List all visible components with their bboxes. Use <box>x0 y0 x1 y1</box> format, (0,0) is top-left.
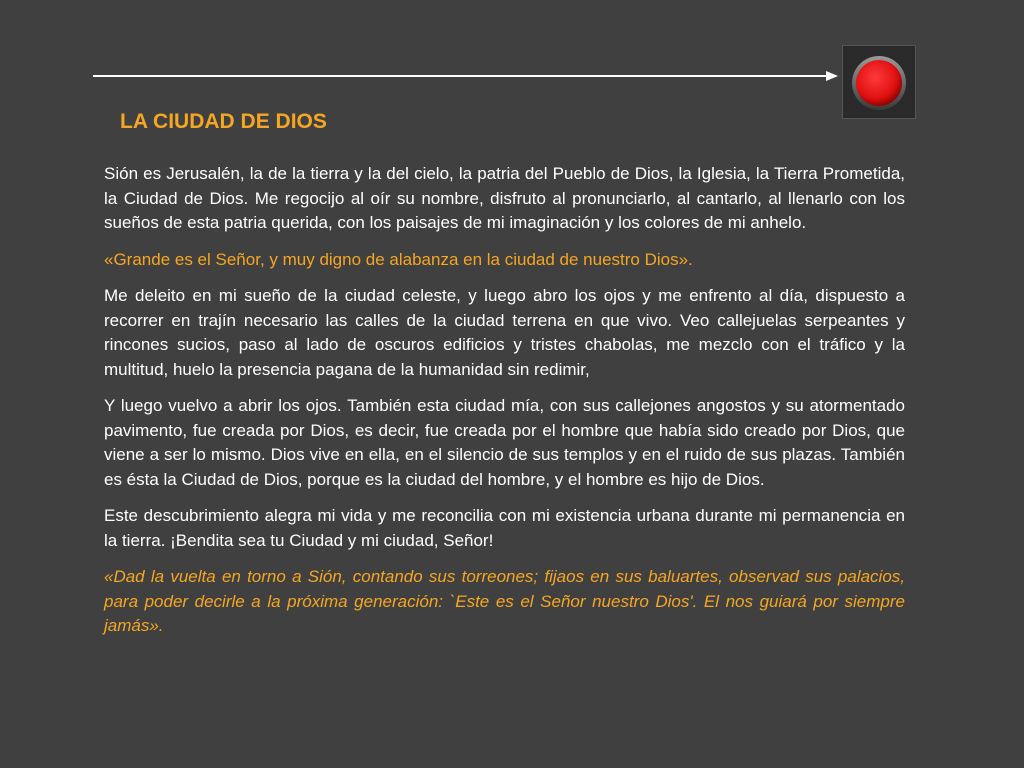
paragraph-earthly-city: Me deleito en mi sueño de la ciudad celeste, y luego abro los ojos y me enfrento al día, dispuesto a recorrer en trajín necesario las calles de la ciudad terrena en que vivo. Veo callejuelas serpeantes y rincones sucios, paso al lado de oscuros edificios y tristes chabolas, me mezclo con el tráfico y la multitud, huelo la presencia pagana de la humanidad sin redimir, <box>104 286 905 379</box>
red-circle-button-icon <box>843 46 915 118</box>
page-title: LA CIUDAD DE DIOS <box>120 110 327 133</box>
arrow-right-icon <box>93 69 838 83</box>
paragraph-city-of-god: Y luego vuelvo a abrir los ojos. También esta ciudad mía, con sus callejones angostos y su atormentado pavimento, fue creada por Dios, es decir, fue creada por el hombre que había sido creado por Dios, que viene a ser lo mismo. Dios vive en ella, en el silencio de sus templos y en el ruido de sus plazas. También es ésta la Ciudad de Dios, porque es la ciudad del hombre, y el hombre es hijo de Dios. <box>104 396 905 489</box>
article-body <box>104 162 905 651</box>
paragraph-discovery: Este descubrimiento alegra mi vida y me reconcilia con mi existencia urbana durante mi permanencia en la tierra. ¡Bendita sea tu Ciudad y mi ciudad, Señor! <box>104 506 905 550</box>
red-circle-button[interactable] <box>842 45 916 119</box>
quote-psalm-sion: «Dad la vuelta en torno a Sión, contando sus torreones; fijaos en sus baluartes, observad sus palacios, para poder decirle a la próxima generación: `Este es el Señor nuestro Dios'. El nos guiará por siempre jamás». <box>104 567 905 635</box>
quote-psalm-greatness: «Grande es el Señor, y muy digno de alabanza en la ciudad de nuestro Dios». <box>104 249 693 269</box>
paragraph-intro: Sión es Jerusalén, la de la tierra y la del cielo, la patria del Pueblo de Dios, la Iglesia, la Tierra Prometida, la Ciudad de Dios. Me regocijo al oír su nombre, disfruto al pronunciarlo, al cantarlo, al llenarlo con los sueños de esta patria querida, con los paisajes de mi imaginación y los colores de mi anhelo. <box>104 164 905 232</box>
